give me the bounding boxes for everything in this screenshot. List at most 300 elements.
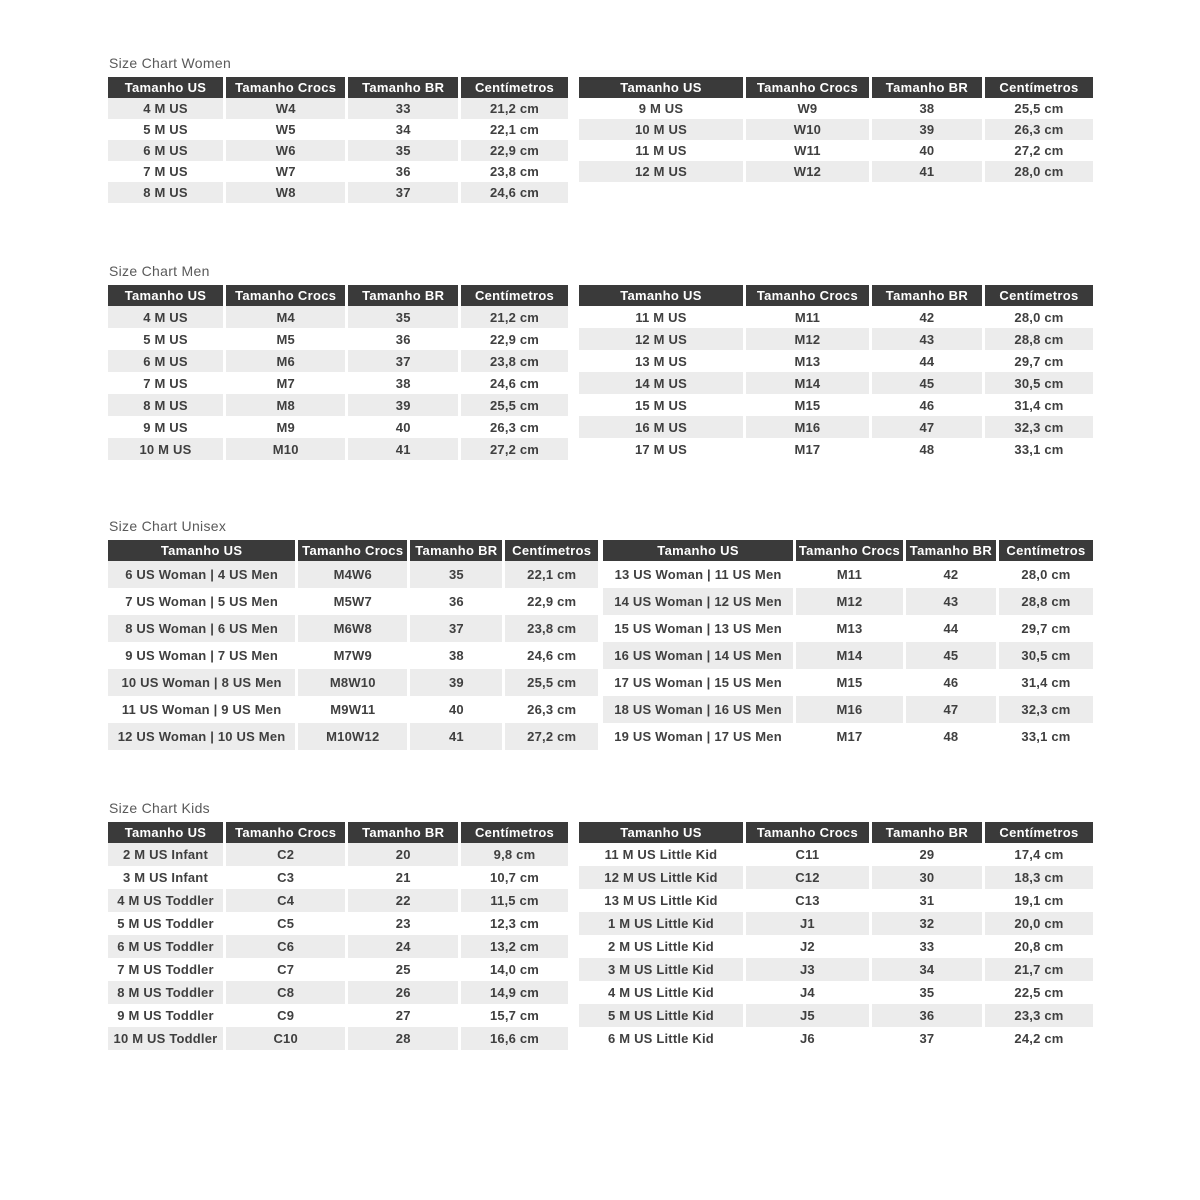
cell: 39: [869, 119, 982, 140]
table-row: [108, 306, 568, 328]
cell: 28: [345, 1027, 458, 1050]
table-row: [603, 615, 1093, 642]
cell: 4 M US Toddler: [108, 889, 223, 912]
table-row: [579, 161, 1093, 182]
cell: 35: [345, 306, 458, 328]
cell: 13 M US Little Kid: [579, 889, 743, 912]
cell: W12: [743, 161, 869, 182]
table-row: [108, 912, 568, 935]
section-women: [108, 55, 1093, 203]
cell: 4 M US: [108, 98, 223, 119]
cell: 16,6 cm: [458, 1027, 568, 1050]
cell: 28,0 cm: [996, 561, 1093, 588]
column-header: Tamanho BR: [407, 540, 502, 561]
cell: M12: [793, 588, 903, 615]
cell: M15: [743, 394, 869, 416]
table-row: [108, 1004, 568, 1027]
cell: 21,2 cm: [458, 306, 568, 328]
table-row: [579, 98, 1093, 119]
cell: 1 M US Little Kid: [579, 912, 743, 935]
cell: M11: [743, 306, 869, 328]
cell: 39: [407, 669, 502, 696]
table-row: [579, 416, 1093, 438]
cell: 41: [345, 438, 458, 460]
cell: 21,7 cm: [982, 958, 1093, 981]
cell: 25,5 cm: [458, 394, 568, 416]
cell: 22,9 cm: [502, 588, 598, 615]
cell: 36: [345, 328, 458, 350]
cell: W7: [223, 161, 345, 182]
table-row: [108, 696, 598, 723]
cell: 22,9 cm: [458, 328, 568, 350]
column-header: Tamanho Crocs: [223, 285, 345, 306]
cell: 43: [903, 588, 996, 615]
table-row: [108, 981, 568, 1004]
cell: 13,2 cm: [458, 935, 568, 958]
cell: 13 M US: [579, 350, 743, 372]
section-title-men: Size Chart Men: [109, 263, 210, 279]
column-header: Tamanho Crocs: [223, 77, 345, 98]
cell: 16 US Woman | 14 US Men: [603, 642, 793, 669]
cell: 12 M US Little Kid: [579, 866, 743, 889]
cell: 44: [903, 615, 996, 642]
cell: 36: [869, 1004, 982, 1027]
header-row: [108, 77, 568, 98]
cell: 37: [407, 615, 502, 642]
column-header: Centímetros: [996, 540, 1093, 561]
cell: 32: [869, 912, 982, 935]
cell: 14,9 cm: [458, 981, 568, 1004]
cell: 13 US Woman | 11 US Men: [603, 561, 793, 588]
cell: 22,5 cm: [982, 981, 1093, 1004]
cell: M14: [793, 642, 903, 669]
cell: C7: [223, 958, 345, 981]
cell: C6: [223, 935, 345, 958]
cell: M16: [793, 696, 903, 723]
table-row: [108, 669, 598, 696]
cell: M5: [223, 328, 345, 350]
cell: 47: [903, 696, 996, 723]
cell: 37: [869, 1027, 982, 1050]
cell: 11 US Woman | 9 US Men: [108, 696, 295, 723]
table-row: [603, 642, 1093, 669]
cell: J4: [743, 981, 869, 1004]
table-row: [579, 981, 1093, 1004]
cell: J1: [743, 912, 869, 935]
cell: 18,3 cm: [982, 866, 1093, 889]
column-header: Tamanho US: [579, 285, 743, 306]
cell: 5 M US Toddler: [108, 912, 223, 935]
cell: 16 M US: [579, 416, 743, 438]
cell: C9: [223, 1004, 345, 1027]
cell: M4: [223, 306, 345, 328]
cell: 9,8 cm: [458, 843, 568, 866]
cell: C10: [223, 1027, 345, 1050]
table-row: [108, 958, 568, 981]
cell: 10 US Woman | 8 US Men: [108, 669, 295, 696]
header-row: [108, 540, 598, 561]
table-row: [108, 615, 598, 642]
cell: 36: [345, 161, 458, 182]
cell: 12 US Woman | 10 US Men: [108, 723, 295, 750]
cell: 33: [869, 935, 982, 958]
cell: M8W10: [295, 669, 407, 696]
cell: 3 M US Infant: [108, 866, 223, 889]
table-row: [108, 561, 598, 588]
cell: 45: [869, 372, 982, 394]
cell: 26: [345, 981, 458, 1004]
cell: C4: [223, 889, 345, 912]
cell: M9W11: [295, 696, 407, 723]
cell: 37: [345, 182, 458, 203]
cell: 35: [869, 981, 982, 1004]
cell: 6 M US: [108, 140, 223, 161]
cell: M13: [793, 615, 903, 642]
cell: 42: [869, 306, 982, 328]
cell: 11 M US: [579, 306, 743, 328]
cell: 10 M US: [579, 119, 743, 140]
column-header: Centímetros: [982, 822, 1093, 843]
table-row: [108, 588, 598, 615]
cell: 6 M US: [108, 350, 223, 372]
header-row: [579, 822, 1093, 843]
cell: 7 M US: [108, 372, 223, 394]
cell: M5W7: [295, 588, 407, 615]
cell: 33,1 cm: [996, 723, 1093, 750]
section-title-unisex: Size Chart Unisex: [109, 518, 227, 534]
header-row: [579, 285, 1093, 306]
table-row: [603, 561, 1093, 588]
cell: 23,8 cm: [502, 615, 598, 642]
cell: 11,5 cm: [458, 889, 568, 912]
column-header: Tamanho BR: [345, 77, 458, 98]
column-header: Tamanho US: [108, 77, 223, 98]
cell: 31,4 cm: [996, 669, 1093, 696]
cell: W4: [223, 98, 345, 119]
cell: 15 M US: [579, 394, 743, 416]
cell: M11: [793, 561, 903, 588]
cell: 20: [345, 843, 458, 866]
cell: M6W8: [295, 615, 407, 642]
cell: 5 M US: [108, 119, 223, 140]
cell: 10 M US Toddler: [108, 1027, 223, 1050]
cell: 32,3 cm: [996, 696, 1093, 723]
table-row: [603, 669, 1093, 696]
cell: 46: [869, 394, 982, 416]
column-header: Tamanho Crocs: [743, 822, 869, 843]
cell: C11: [743, 843, 869, 866]
cell: 15,7 cm: [458, 1004, 568, 1027]
cell: M9: [223, 416, 345, 438]
cell: M10W12: [295, 723, 407, 750]
table-row: [579, 119, 1093, 140]
section-women-tables: [108, 77, 1093, 203]
cell: 17 US Woman | 15 US Men: [603, 669, 793, 696]
cell: M6: [223, 350, 345, 372]
cell: W5: [223, 119, 345, 140]
cell: 26,3 cm: [502, 696, 598, 723]
column-header: Centímetros: [502, 540, 598, 561]
column-header: Tamanho US: [579, 77, 743, 98]
cell: 12 M US: [579, 328, 743, 350]
cell: 9 M US: [108, 416, 223, 438]
cell: 8 US Woman | 6 US Men: [108, 615, 295, 642]
table-row: [108, 416, 568, 438]
cell: 23,8 cm: [458, 161, 568, 182]
cell: 40: [345, 416, 458, 438]
table-row: [579, 350, 1093, 372]
cell: 29,7 cm: [982, 350, 1093, 372]
table-row: [108, 843, 568, 866]
section-title-women: Size Chart Women: [109, 55, 232, 71]
cell: 35: [407, 561, 502, 588]
cell: 35: [345, 140, 458, 161]
table-row: [108, 350, 568, 372]
cell: 4 M US Little Kid: [579, 981, 743, 1004]
women-table-left: [108, 77, 568, 203]
column-header: Tamanho US: [108, 285, 223, 306]
cell: 28,8 cm: [982, 328, 1093, 350]
cell: 25: [345, 958, 458, 981]
cell: 17,4 cm: [982, 843, 1093, 866]
cell: 30,5 cm: [982, 372, 1093, 394]
table-row: [108, 182, 568, 203]
column-header: Tamanho US: [579, 822, 743, 843]
cell: 30: [869, 866, 982, 889]
cell: 24,6 cm: [458, 372, 568, 394]
cell: 23,8 cm: [458, 350, 568, 372]
cell: 14,0 cm: [458, 958, 568, 981]
cell: J5: [743, 1004, 869, 1027]
cell: 19,1 cm: [982, 889, 1093, 912]
cell: 14 US Woman | 12 US Men: [603, 588, 793, 615]
cell: 36: [407, 588, 502, 615]
cell: 42: [903, 561, 996, 588]
section-men-tables: [108, 285, 1093, 460]
cell: 20,8 cm: [982, 935, 1093, 958]
table-row: [579, 1027, 1093, 1050]
table-row: [579, 438, 1093, 460]
cell: 25,5 cm: [502, 669, 598, 696]
cell: M17: [793, 723, 903, 750]
cell: 34: [345, 119, 458, 140]
table-row: [108, 119, 568, 140]
header-row: [579, 77, 1093, 98]
table-row: [579, 306, 1093, 328]
cell: 4 M US: [108, 306, 223, 328]
cell: 26,3 cm: [458, 416, 568, 438]
cell: 31: [869, 889, 982, 912]
cell: M17: [743, 438, 869, 460]
cell: 28,8 cm: [996, 588, 1093, 615]
column-header: Centímetros: [458, 285, 568, 306]
cell: 28,0 cm: [982, 161, 1093, 182]
cell: M14: [743, 372, 869, 394]
cell: M13: [743, 350, 869, 372]
table-row: [108, 394, 568, 416]
men-table-right: [579, 285, 1093, 460]
section-title-kids: Size Chart Kids: [109, 800, 210, 816]
men-table-left: [108, 285, 568, 460]
column-header: Centímetros: [982, 77, 1093, 98]
section-kids: [108, 800, 1093, 1050]
cell: 48: [869, 438, 982, 460]
section-unisex-tables: [108, 540, 1093, 750]
table-row: [108, 161, 568, 182]
cell: 30,5 cm: [996, 642, 1093, 669]
cell: 46: [903, 669, 996, 696]
cell: 8 M US: [108, 394, 223, 416]
cell: 21: [345, 866, 458, 889]
cell: 11 M US Little Kid: [579, 843, 743, 866]
cell: C2: [223, 843, 345, 866]
cell: 7 US Woman | 5 US Men: [108, 588, 295, 615]
cell: J6: [743, 1027, 869, 1050]
header-row: [603, 540, 1093, 561]
cell: 24: [345, 935, 458, 958]
cell: 38: [407, 642, 502, 669]
table-row: [603, 723, 1093, 750]
cell: 45: [903, 642, 996, 669]
table-row: [603, 696, 1093, 723]
cell: 27: [345, 1004, 458, 1027]
cell: W6: [223, 140, 345, 161]
cell: M10: [223, 438, 345, 460]
cell: 47: [869, 416, 982, 438]
table-row: [579, 843, 1093, 866]
cell: C8: [223, 981, 345, 1004]
cell: 5 M US: [108, 328, 223, 350]
cell: W9: [743, 98, 869, 119]
cell: 33: [345, 98, 458, 119]
cell: C13: [743, 889, 869, 912]
table-row: [579, 328, 1093, 350]
table-row: [108, 1027, 568, 1050]
cell: 24,2 cm: [982, 1027, 1093, 1050]
cell: W8: [223, 182, 345, 203]
cell: M8: [223, 394, 345, 416]
cell: 23,3 cm: [982, 1004, 1093, 1027]
cell: C3: [223, 866, 345, 889]
cell: 37: [345, 350, 458, 372]
cell: J2: [743, 935, 869, 958]
column-header: Tamanho BR: [345, 822, 458, 843]
cell: 6 M US Toddler: [108, 935, 223, 958]
cell: 19 US Woman | 17 US Men: [603, 723, 793, 750]
cell: W11: [743, 140, 869, 161]
table-row: [579, 394, 1093, 416]
cell: W10: [743, 119, 869, 140]
section-unisex: [108, 518, 1093, 750]
cell: M15: [793, 669, 903, 696]
header-row: [108, 285, 568, 306]
cell: 15 US Woman | 13 US Men: [603, 615, 793, 642]
column-header: Tamanho Crocs: [223, 822, 345, 843]
cell: 6 US Woman | 4 US Men: [108, 561, 295, 588]
cell: 11 M US: [579, 140, 743, 161]
column-header: Tamanho US: [108, 540, 295, 561]
table-row: [108, 140, 568, 161]
column-header: Centímetros: [458, 822, 568, 843]
column-header: Tamanho Crocs: [295, 540, 407, 561]
cell: 48: [903, 723, 996, 750]
cell: 40: [407, 696, 502, 723]
cell: 9 M US: [579, 98, 743, 119]
table-row: [108, 723, 598, 750]
column-header: Centímetros: [982, 285, 1093, 306]
cell: 22,1 cm: [458, 119, 568, 140]
cell: 5 M US Little Kid: [579, 1004, 743, 1027]
cell: 10 M US: [108, 438, 223, 460]
cell: J3: [743, 958, 869, 981]
header-row: [108, 822, 568, 843]
cell: 22,1 cm: [502, 561, 598, 588]
section-kids-tables: [108, 822, 1093, 1050]
cell: 8 M US: [108, 182, 223, 203]
cell: 28,0 cm: [982, 306, 1093, 328]
table-row: [579, 958, 1093, 981]
women-table-right: [579, 77, 1093, 182]
cell: C12: [743, 866, 869, 889]
column-header: Tamanho Crocs: [743, 285, 869, 306]
cell: 23: [345, 912, 458, 935]
column-header: Tamanho BR: [869, 77, 982, 98]
cell: 17 M US: [579, 438, 743, 460]
cell: 7 M US Toddler: [108, 958, 223, 981]
cell: 43: [869, 328, 982, 350]
cell: 38: [869, 98, 982, 119]
cell: 8 M US Toddler: [108, 981, 223, 1004]
cell: 9 US Woman | 7 US Men: [108, 642, 295, 669]
cell: 14 M US: [579, 372, 743, 394]
column-header: Tamanho Crocs: [743, 77, 869, 98]
unisex-table-right: [603, 540, 1093, 750]
cell: 44: [869, 350, 982, 372]
cell: 25,5 cm: [982, 98, 1093, 119]
column-header: Tamanho BR: [869, 822, 982, 843]
table-row: [579, 912, 1093, 935]
cell: 22: [345, 889, 458, 912]
cell: 6 M US Little Kid: [579, 1027, 743, 1050]
cell: M12: [743, 328, 869, 350]
cell: 20,0 cm: [982, 912, 1093, 935]
kids-table-right: [579, 822, 1093, 1050]
cell: 22,9 cm: [458, 140, 568, 161]
table-row: [108, 328, 568, 350]
cell: M7W9: [295, 642, 407, 669]
cell: 18 US Woman | 16 US Men: [603, 696, 793, 723]
table-row: [579, 889, 1093, 912]
cell: 26,3 cm: [982, 119, 1093, 140]
cell: 29,7 cm: [996, 615, 1093, 642]
column-header: Tamanho US: [108, 822, 223, 843]
cell: 41: [869, 161, 982, 182]
cell: 24,6 cm: [502, 642, 598, 669]
cell: 29: [869, 843, 982, 866]
cell: M7: [223, 372, 345, 394]
cell: 24,6 cm: [458, 182, 568, 203]
table-row: [579, 372, 1093, 394]
table-row: [108, 642, 598, 669]
cell: 7 M US: [108, 161, 223, 182]
cell: 27,2 cm: [502, 723, 598, 750]
cell: 41: [407, 723, 502, 750]
table-row: [579, 140, 1093, 161]
cell: 10,7 cm: [458, 866, 568, 889]
cell: 39: [345, 394, 458, 416]
cell: M16: [743, 416, 869, 438]
cell: 32,3 cm: [982, 416, 1093, 438]
